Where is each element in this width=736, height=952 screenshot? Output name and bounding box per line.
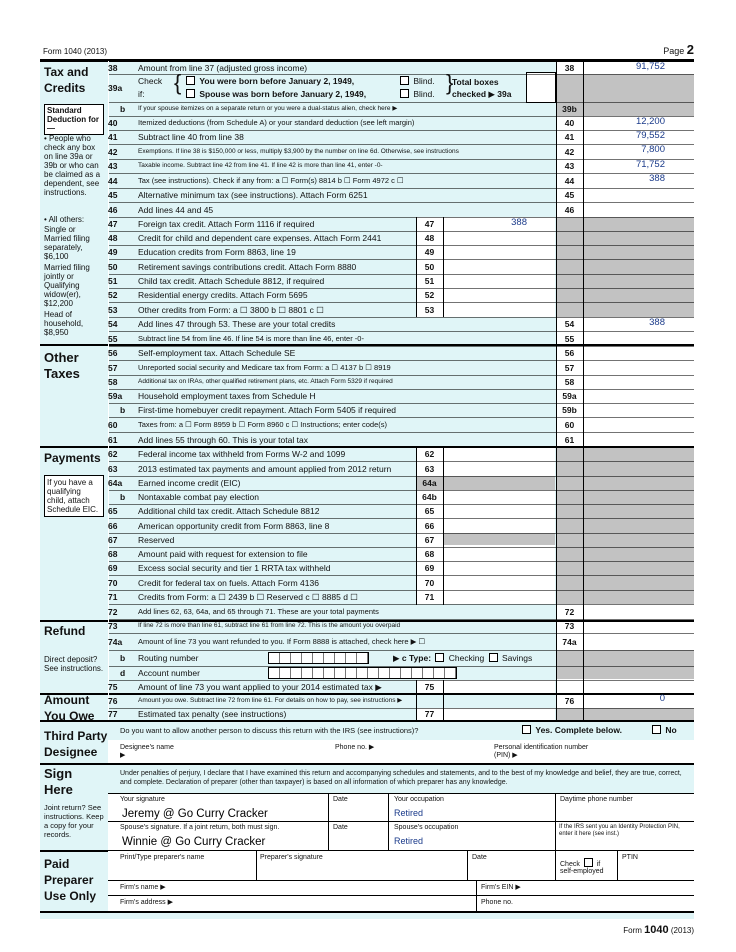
designee-pin-label[interactable]: Personal identification number (PIN) ▶	[494, 744, 589, 759]
spouse-born-checkbox[interactable]	[186, 89, 195, 98]
box-number-46: 46	[564, 204, 575, 215]
digit-cell[interactable]	[346, 668, 357, 678]
line-number-77: 77	[108, 709, 118, 719]
line-number-d: d	[120, 668, 126, 678]
box-number-74a: 74a	[562, 636, 577, 647]
box-number-48: 48	[424, 233, 435, 243]
box-number-68: 68	[424, 549, 435, 559]
line-number-71: 71	[108, 592, 118, 602]
line-number-b: b	[120, 492, 126, 502]
box-number-60: 60	[564, 419, 575, 430]
box-number-45: 45	[564, 190, 575, 200]
line-number-b: b	[120, 405, 126, 415]
line-text-50: Retirement savings contributions credit. Attach Form 8880	[138, 261, 357, 272]
amount-field-76[interactable]: 0	[659, 693, 665, 704]
line-text-d: Account number	[138, 668, 200, 678]
preparer-name-label[interactable]: Print/Type preparer's name	[120, 854, 205, 861]
row-separator	[108, 533, 694, 534]
prep-v4	[617, 851, 618, 880]
spouse-blind-checkbox[interactable]	[400, 89, 409, 98]
line-number-73: 73	[108, 621, 118, 631]
gray-block-62-71	[556, 446, 694, 604]
line-text-59a: Household employment taxes from Schedule H	[138, 391, 316, 401]
total-checked: checked ▶ 39a	[452, 89, 512, 99]
row-separator	[108, 188, 694, 189]
form-label: Form 1040 (2013)	[43, 47, 108, 56]
line-text-48: Credit for child and dependent care expenses. Attach Form 2441	[138, 233, 382, 243]
row-separator	[108, 604, 694, 605]
amount-field-43[interactable]: 71,752	[635, 159, 665, 170]
sign-v2	[388, 793, 389, 850]
amount-field-47[interactable]: 388	[511, 217, 527, 228]
prep-v5	[476, 880, 477, 911]
box-number-51: 51	[424, 276, 435, 286]
std-joint: Married filing jointly or Qualifying widow(er), $12,200	[44, 263, 90, 308]
page-header	[40, 40, 694, 60]
preparer-check: Check if	[560, 858, 600, 869]
firm-address-label[interactable]: Firm's address ▶	[120, 899, 174, 906]
digit-cell[interactable]	[434, 668, 445, 678]
row-separator	[108, 432, 694, 433]
line-number-54: 54	[108, 319, 118, 329]
line-number-69: 69	[108, 563, 118, 573]
prep-line-2	[108, 895, 694, 896]
line-text-65: Additional child tax credit. Attach Schedule 8812	[138, 506, 320, 516]
digit-cell[interactable]	[280, 668, 291, 678]
box-number-53: 53	[424, 304, 435, 315]
box-number-59b: 59b	[562, 405, 577, 415]
line-text-75: Amount of line 73 you want applied to your 2014 estimated tax ▶	[138, 681, 382, 692]
sign-top-line	[108, 793, 694, 794]
line-number-64a: 64a	[108, 478, 123, 488]
eic-note: If you have a qualifying child, attach Schedule EIC.	[44, 475, 104, 517]
section-other-taxes: Other Taxes	[44, 350, 80, 381]
line-number-55: 55	[108, 333, 118, 344]
digit-cell[interactable]	[368, 668, 379, 678]
digit-cell[interactable]	[390, 668, 401, 678]
line-text-41: Subtract line 40 from line 38	[138, 132, 244, 142]
digit-cell[interactable]	[357, 668, 368, 678]
gray-block-77	[556, 708, 694, 720]
line-number-44: 44	[108, 175, 118, 186]
box-number-43: 43	[564, 161, 575, 171]
box-number-70: 70	[424, 577, 435, 588]
row-separator	[108, 346, 694, 347]
self-employed-label: self-employed	[560, 868, 604, 875]
row-separator	[108, 518, 694, 519]
prep-v3	[555, 851, 556, 880]
line-number-72: 72	[108, 606, 118, 617]
std-hoh: Head of household, $8,950	[44, 310, 84, 337]
self-employed-checkbox[interactable]	[584, 858, 593, 867]
line-number-47: 47	[108, 219, 118, 229]
line-text-62: Federal income tax withheld from Forms W-2 and 1099	[138, 449, 346, 459]
amount-field-44[interactable]: 388	[649, 173, 665, 184]
line-number-40: 40	[108, 118, 118, 128]
line-text-38: Amount from line 37 (adjusted gross income)	[138, 62, 308, 73]
line-number-48: 48	[108, 233, 118, 243]
line-text-b: Nontaxable combat pay election	[138, 492, 259, 502]
you-blind-checkbox[interactable]	[400, 76, 409, 85]
box-number-38: 38	[564, 62, 575, 73]
digit-cell[interactable]	[423, 668, 434, 678]
line-number-43: 43	[108, 161, 118, 171]
line-text-51: Child tax credit. Attach Schedule 8812, if required	[138, 276, 325, 286]
line-number-63: 63	[108, 463, 118, 474]
box-number-44: 44	[564, 175, 575, 186]
vline-midamt-b	[443, 446, 444, 605]
row-separator	[108, 217, 694, 218]
std-single: Single or Married filing separately, $6,100	[44, 225, 90, 261]
line-number-49: 49	[108, 247, 118, 257]
box-number-57: 57	[564, 362, 575, 373]
row-separator	[108, 619, 694, 620]
row-separator	[108, 561, 694, 562]
line-number-66: 66	[108, 520, 118, 531]
line-text-45: Alternative minimum tax (see instructions). Attach Form 6251	[138, 190, 368, 200]
digit-cell[interactable]	[302, 653, 313, 663]
ptin-label[interactable]: PTIN	[622, 854, 638, 861]
line-text-66: American opportunity credit from Form 8863, line 8	[138, 520, 330, 531]
row-separator	[108, 590, 694, 591]
box-number-67: 67	[424, 535, 435, 545]
line-text-60: Taxes from: a ☐ Form 8959 b ☐ Form 8960 c ☐ Instructions; enter code(s)	[138, 419, 388, 429]
firm-phone-label[interactable]: Phone no.	[481, 899, 513, 906]
line-number-61: 61	[108, 434, 118, 445]
line-number-76: 76	[108, 695, 118, 706]
section-tax-credits: Tax and Credits	[44, 65, 89, 95]
section-third-party: Third Party Designee	[44, 729, 108, 759]
box-number-65: 65	[424, 506, 435, 516]
row-separator	[108, 650, 694, 651]
direct-deposit-note: Direct deposit? See instructions.	[44, 655, 104, 673]
line-number-41: 41	[108, 132, 118, 142]
digit-cell[interactable]	[324, 653, 335, 663]
digit-cell[interactable]	[324, 668, 335, 678]
row-separator	[108, 575, 694, 576]
box-number-54: 54	[564, 319, 575, 329]
std-deduction-note: Standard Deduction for—	[44, 104, 104, 135]
line-text-b: If your spouse itemizes on a separate return or you were a dual-status alien, check here ▶	[138, 105, 398, 112]
std-bullet-1: • People who check any box on line 39a or 39b or who can be claimed as a dependent, see instructions.	[44, 134, 101, 197]
box-number-50: 50	[424, 261, 435, 272]
account-number-grid[interactable]	[268, 667, 457, 679]
digit-cell[interactable]	[269, 653, 280, 663]
amount-field-42[interactable]: 7,800	[641, 144, 665, 155]
box-number-61: 61	[564, 434, 575, 445]
phone-label: Daytime phone number	[560, 796, 633, 803]
line-text-55: Subtract line 54 from line 46. If line 54 is more than line 46, enter -0-	[138, 333, 364, 343]
box-number-41: 41	[564, 132, 575, 142]
digit-cell[interactable]	[302, 668, 313, 678]
box-number-56: 56	[564, 348, 575, 358]
box-number-66: 66	[424, 520, 435, 531]
designee-yes: Yes. Complete below.	[520, 725, 622, 735]
line-bottom	[40, 911, 694, 913]
prep-v1	[256, 851, 257, 880]
designee-phone-label[interactable]: Phone no. ▶	[335, 744, 375, 751]
box-number-75: 75	[424, 681, 435, 692]
line-text-70: Credit for federal tax on fuels. Attach Form 4136	[138, 577, 319, 588]
row-separator	[108, 231, 694, 232]
joint-return-note: Joint return? See instructions. Keep a copy for your records.	[44, 803, 104, 839]
line-text-74a: Amount of line 73 you want refunded to you. If Form 8888 is attached, check here ▶ ☐	[138, 636, 426, 646]
your-signature-label: Your signature	[120, 796, 165, 803]
row-separator	[108, 259, 694, 260]
row-separator	[108, 633, 694, 634]
line-text-76: Amount you owe. Subtract line 72 from line 61. For details on how to pay, see instructions ▶	[138, 696, 403, 704]
row-separator	[108, 245, 694, 246]
line-number-74a: 74a	[108, 636, 123, 647]
section-payments: Payments	[44, 451, 101, 465]
designee-no: No	[650, 725, 677, 735]
line-number-51: 51	[108, 276, 118, 286]
row-separator	[108, 102, 694, 103]
line-number-38: 38	[108, 62, 118, 73]
line-number-60: 60	[108, 419, 118, 430]
total-boxes: Total boxes	[452, 77, 499, 87]
line-number-75: 75	[108, 681, 118, 692]
ip-pin-label: If the IRS sent you an Identity Protection PIN, enter it here (see inst.)	[559, 824, 680, 837]
line-text-68: Amount paid with request for extension to file	[138, 549, 308, 559]
row-separator	[108, 403, 694, 404]
amount-field-54[interactable]: 388	[649, 317, 665, 328]
box-number-64b: 64b	[422, 492, 437, 502]
box-number-42: 42	[564, 146, 575, 157]
line-text-72: Add lines 62, 63, 64a, and 65 through 71. These are your total payments	[138, 606, 379, 616]
line-number-53: 53	[108, 304, 118, 315]
box-39a[interactable]	[526, 72, 556, 103]
section-sign: Sign Here	[44, 766, 73, 797]
box-number-58: 58	[564, 377, 575, 387]
you-born-checkbox[interactable]	[186, 76, 195, 85]
gray-line-67	[443, 533, 555, 545]
line-number-39a: 39a	[108, 83, 123, 93]
box-number-52: 52	[424, 290, 435, 300]
gray-block-74bd	[556, 650, 694, 679]
footer: Form 1040 (2013)	[623, 924, 694, 936]
box-number-59a: 59a	[562, 391, 577, 401]
row-separator	[108, 302, 694, 303]
amount-field-40[interactable]: 12,200	[635, 116, 665, 127]
box-number-77: 77	[424, 709, 435, 719]
line-text-61: Add lines 55 through 60. This is your total tax	[138, 434, 308, 445]
digit-cell[interactable]	[291, 668, 302, 678]
digit-cell[interactable]	[269, 668, 280, 678]
sign-v3	[555, 793, 556, 850]
designee-question: Do you want to allow another person to discuss this return with the IRS (see instructions)?	[120, 726, 419, 735]
line-text-b: First-time homebuyer credit repayment. Attach Form 5405 if required	[138, 405, 396, 415]
line-39a-spouse-blind: Blind.	[398, 89, 435, 99]
savings-checkbox[interactable]	[489, 653, 498, 662]
sign-v1	[328, 793, 329, 850]
occupation-1[interactable]: Retired	[394, 808, 424, 818]
amount-field-41[interactable]: 79,552	[635, 130, 665, 141]
row-separator	[108, 375, 694, 376]
digit-cell[interactable]	[412, 668, 423, 678]
checking-checkbox[interactable]	[435, 653, 444, 662]
line-number-42: 42	[108, 146, 118, 157]
line-text-43: Taxable income. Subtract line 42 from line 41. If line 42 is more than line 41, enter -0-	[138, 162, 383, 169]
line-text-56: Self-employment tax. Attach Schedule SE	[138, 348, 296, 358]
digit-cell[interactable]	[335, 668, 346, 678]
line-text-52: Residential energy credits. Attach Form 5695	[138, 290, 308, 300]
line-text-44: Tax (see instructions). Check if any from: a ☐ Form(s) 8814 b ☐ Form 4972 c ☐	[138, 175, 404, 185]
box-number-40: 40	[564, 118, 575, 128]
line-text-64a: Earned income credit (EIC)	[138, 478, 241, 488]
signature-2[interactable]: Winnie @ Go Curry Cracker	[122, 836, 266, 848]
spouse-occupation-label: Spouse's occupation	[394, 824, 459, 831]
line-text-58: Additional tax on IRAs, other qualified retirement plans, etc. Attach Form 5329 if required	[138, 378, 393, 385]
box-number-64a: 64a	[422, 478, 437, 488]
sign-mid-line	[108, 821, 694, 822]
line-number-50: 50	[108, 261, 118, 272]
line-number-b: b	[120, 104, 126, 114]
line-number-45: 45	[108, 190, 118, 200]
routing-number-grid[interactable]	[268, 652, 369, 664]
section-refund: Refund	[44, 624, 86, 638]
designee-row	[108, 740, 694, 763]
box-number-49: 49	[424, 247, 435, 257]
line-number-68: 68	[108, 549, 118, 559]
box-number-71: 71	[424, 592, 435, 602]
box-number-55: 55	[564, 333, 575, 344]
date-label-2: Date	[333, 824, 348, 831]
digit-cell[interactable]	[357, 653, 368, 663]
line-39a-spouse: Spouse was born before January 2, 1949,	[184, 89, 366, 99]
preparer-date-label[interactable]: Date	[472, 854, 487, 861]
row-separator	[108, 476, 694, 477]
row-separator	[108, 288, 694, 289]
line-sign	[40, 763, 694, 765]
row-separator	[108, 417, 694, 418]
digit-cell[interactable]	[379, 668, 390, 678]
row-separator	[108, 490, 694, 491]
designee-yes-checkbox[interactable]	[522, 725, 531, 734]
line-number-b: b	[120, 653, 126, 663]
box-number-73: 73	[564, 621, 575, 631]
designee-name-label[interactable]: Designee's name ▶	[120, 744, 174, 759]
line-text-63: 2013 estimated tax payments and amount applied from 2012 return	[138, 463, 392, 474]
line-text-57: Unreported social security and Medicare tax from Form: a ☐ 4137 b ☐ 8919	[138, 362, 391, 372]
occupation-label: Your occupation	[394, 796, 444, 803]
vline-midamt-a	[443, 217, 444, 317]
row-separator	[108, 447, 694, 448]
line-39a-check-label: Check	[138, 76, 163, 86]
prep-line-1	[108, 880, 694, 881]
section-amount-owe: Amount You Owe	[44, 693, 95, 723]
box-number-39b: 39b	[562, 104, 577, 114]
box-number-69: 69	[424, 563, 435, 573]
brace-right: }	[446, 70, 454, 95]
row-separator	[108, 720, 694, 721]
line-number-57: 57	[108, 362, 118, 373]
line-39a-you-blind: Blind.	[398, 76, 435, 86]
line-number-62: 62	[108, 449, 118, 459]
line-text-69: Excess social security and tier 1 RRTA tax withheld	[138, 563, 331, 573]
digit-cell[interactable]	[445, 668, 456, 678]
line-text-77: Estimated tax penalty (see instructions)	[138, 709, 287, 719]
row-separator	[108, 360, 694, 361]
line-text-b: Routing number	[138, 653, 199, 663]
amount-field-38[interactable]: 91,752	[635, 61, 665, 72]
date-label-1: Date	[333, 796, 348, 803]
line-text-53: Other credits from Form: a ☐ 3800 b ☐ 8801 c ☐	[138, 304, 324, 315]
digit-cell[interactable]	[313, 668, 324, 678]
line-number-59a: 59a	[108, 391, 123, 401]
digit-cell[interactable]	[291, 653, 302, 663]
line-number-58: 58	[108, 377, 118, 387]
line-number-46: 46	[108, 204, 118, 215]
row-separator	[108, 74, 694, 75]
line-text-54: Add lines 47 through 53. These are your total credits	[138, 319, 336, 329]
digit-cell[interactable]	[401, 668, 412, 678]
box-number-47: 47	[424, 219, 435, 229]
line-text-73: If line 72 is more than line 61, subtract line 61 from line 72. This is the amount you overpaid	[138, 622, 401, 629]
digit-cell[interactable]	[313, 653, 324, 663]
designee-no-checkbox[interactable]	[652, 725, 661, 734]
row-separator	[108, 504, 694, 505]
line-text-47: Foreign tax credit. Attach Form 1116 if required	[138, 219, 315, 229]
line-text-49: Education credits from Form 8863, line 19	[138, 247, 296, 257]
line-number-52: 52	[108, 290, 118, 300]
section-paid: Paid Preparer Use Only	[44, 857, 97, 903]
row-separator	[108, 274, 694, 275]
digit-cell[interactable]	[346, 653, 357, 663]
row-separator	[108, 331, 694, 332]
occupation-2[interactable]: Retired	[394, 836, 424, 846]
line-text-46: Add lines 44 and 45	[138, 204, 214, 215]
gray-block-39-amt	[583, 74, 694, 116]
digit-cell[interactable]	[280, 653, 291, 663]
box-number-76: 76	[564, 695, 575, 706]
box-number-63: 63	[424, 463, 435, 474]
row-separator	[108, 202, 694, 203]
line-text-67: Reserved	[138, 535, 175, 545]
line-39a-if-label: if:	[138, 89, 145, 99]
vline-midamt-c	[443, 680, 444, 720]
prep-v2	[467, 851, 468, 880]
perjury-statement: Under penalties of perjury, I declare that I have examined this return and accompanying schedules and statements, and to the best of my knowledge and belief, they are true, correct, and complete. Declaration of preparer (other than taxpayer) is based on all information of which preparer has any knowledge.	[120, 770, 682, 786]
digit-cell[interactable]	[335, 653, 346, 663]
std-bullet-2: • All others:	[44, 215, 85, 224]
page-label: Page 2	[663, 42, 694, 57]
spouse-signature-label: Spouse's signature. If a joint return, both must sign.	[120, 824, 280, 831]
line-text-42: Exemptions. If line 38 is $150,000 or less, multiply $3,900 by the number on line 6d. Otherwise, see instructions	[138, 147, 459, 155]
row-separator	[108, 461, 694, 462]
preparer-sig-label[interactable]: Preparer's signature	[260, 854, 323, 861]
firm-name-label[interactable]: Firm's name ▶	[120, 884, 166, 891]
row-separator	[108, 389, 694, 390]
firm-ein-label[interactable]: Firm's EIN ▶	[481, 884, 521, 891]
row-separator	[108, 547, 694, 548]
line-number-56: 56	[108, 348, 118, 358]
signature-1[interactable]: Jeremy @ Go Curry Cracker	[122, 808, 268, 820]
line-number-65: 65	[108, 506, 118, 516]
line-text-71: Credits from Form: a ☐ 2439 b ☐ Reserved c ☐ 8885 d ☐	[138, 592, 358, 602]
brace-left: {	[174, 70, 182, 95]
line-number-70: 70	[108, 577, 118, 588]
line-number-67: 67	[108, 535, 118, 545]
account-type: ▶ c Type: Checking Savings	[393, 653, 533, 663]
box-number-62: 62	[424, 449, 435, 459]
line-text-40: Itemized deductions (from Schedule A) or your standard deduction (see left margin)	[138, 118, 415, 127]
box-number-72: 72	[564, 606, 575, 617]
line-39a-you: You were born before January 2, 1949,	[184, 76, 354, 86]
